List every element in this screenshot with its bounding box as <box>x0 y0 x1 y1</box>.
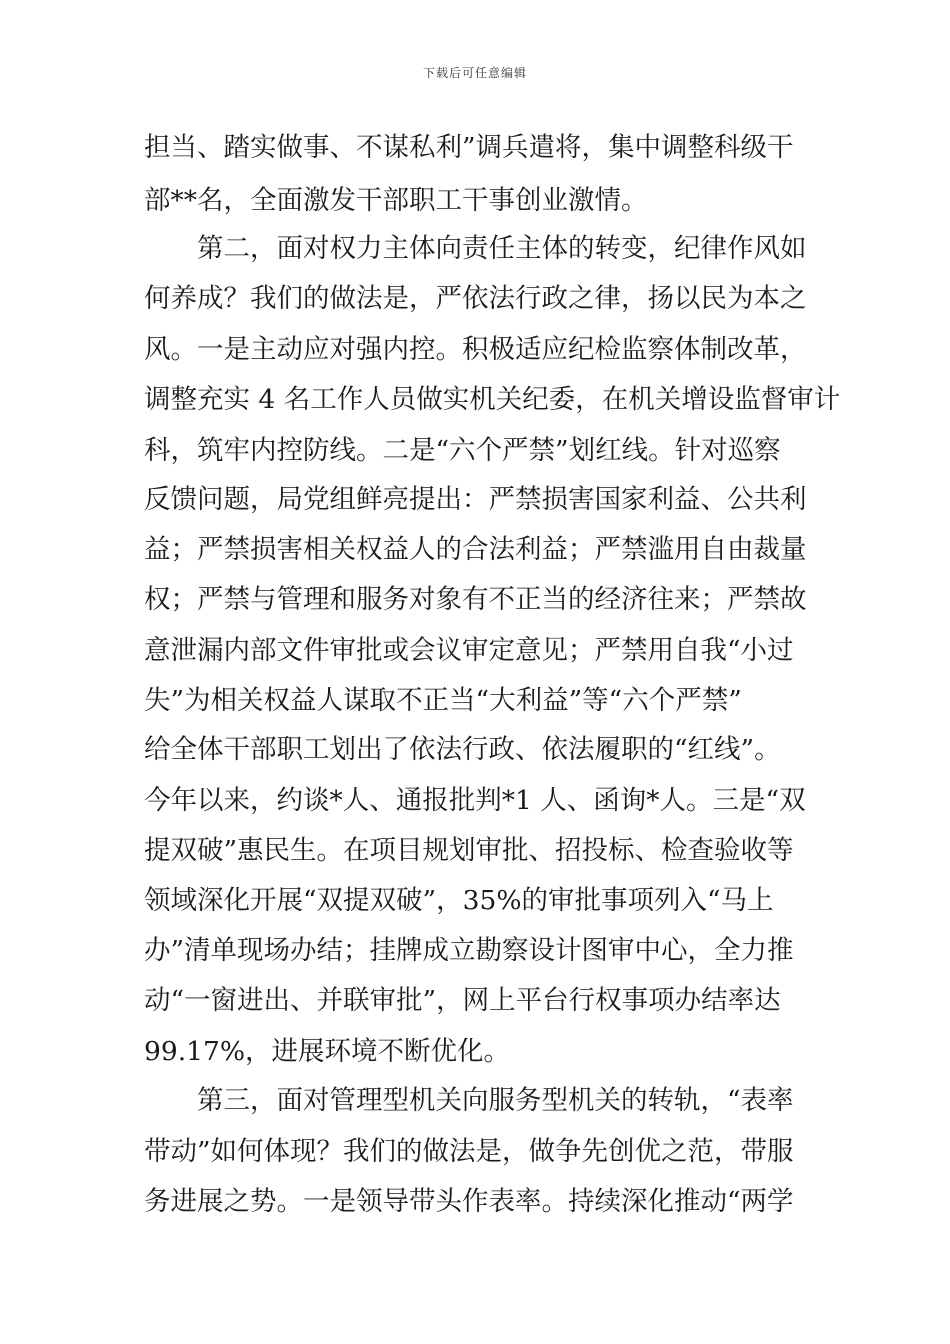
text-line-15: 提双破”惠民生。在项目规划审批、招投标、检查验收等 <box>144 835 794 866</box>
text-line-5: 风。一是主动应对强内控。积极适应纪检监察体制改革， <box>144 334 807 365</box>
text-line-11: 意泄漏内部文件审批或会议审定意见；严禁用自我“小过 <box>144 635 794 666</box>
text-line-1: 担当、踏实做事、不谋私利”调兵遣将，集中调整科级干 <box>144 132 794 163</box>
text-line-2: 部**名，全面激发干部职工干事创业激情。 <box>144 185 648 216</box>
text-line-10: 权；严禁与管理和服务对象有不正当的经济往来；严禁故 <box>144 584 807 615</box>
text-line-13: 给全体干部职工划出了依法行政、依法履职的“红线”。 <box>144 734 781 765</box>
text-line-22: 务进展之势。一是领导带头作表率。持续深化推动“两学 <box>144 1186 794 1217</box>
text-line-14: 今年以来，约谈*人、通报批判*1 人、函询*人。三是“双 <box>144 785 806 816</box>
text-line-7: 科，筑牢内控防线。二是“六个严禁”划红线。针对巡察 <box>144 435 781 466</box>
text-line-21: 带动”如何体现？我们的做法是，做争先创优之范，带服 <box>144 1136 794 1167</box>
text-line-8: 反馈问题，局党组鲜亮提出：严禁损害国家利益、公共利 <box>144 484 807 515</box>
text-line-19: 99.17%，进展环境不断优化。 <box>144 1036 511 1067</box>
text-line-12: 失”为相关权益人谋取不正当“大利益”等“六个严禁” <box>144 685 742 716</box>
text-line-20: 第三，面对管理型机关向服务型机关的转轨，“表率 <box>144 1085 794 1116</box>
text-line-17: 办”清单现场办结；挂牌成立勘察设计图审中心，全力推 <box>144 935 794 966</box>
text-line-18: 动“一窗进出、并联审批”，网上平台行权事项办结率达 <box>144 985 781 1016</box>
text-line-6: 调整充实 4 名工作人员做实机关纪委，在机关增设监督审计 <box>144 384 841 415</box>
text-line-4: 何养成？我们的做法是，严依法行政之律，扬以民为本之 <box>144 283 807 314</box>
page-header: 下载后可任意编辑 <box>422 66 527 80</box>
text-line-3: 第二，面对权力主体向责任主体的转变，纪律作风如 <box>144 233 807 264</box>
text-line-9: 益；严禁损害相关权益人的合法利益；严禁滥用自由裁量 <box>144 534 807 565</box>
text-line-16: 领域深化开展“双提双破”，35%的审批事项列入“马上 <box>144 885 774 916</box>
